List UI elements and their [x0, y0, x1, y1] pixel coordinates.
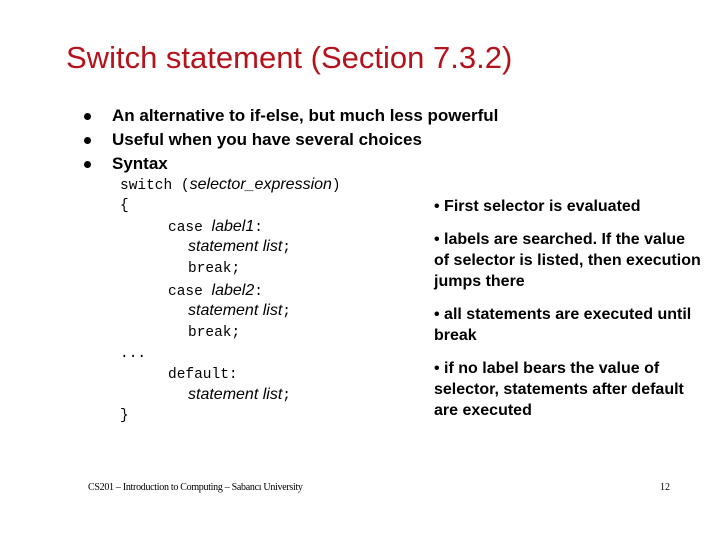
- code-line-ellipsis: [120, 346, 146, 362]
- code-ellipsis: ...: [120, 346, 147, 362]
- code-keyword: default:: [168, 367, 238, 383]
- note-item: • labels are searched. If the value of selector is listed, then execution jumps there: [434, 231, 701, 290]
- code-keyword: break;: [188, 325, 241, 341]
- bullet-dot-icon: [84, 113, 91, 120]
- slide-title: Switch statement (Section 7.3.2): [66, 40, 513, 75]
- code-line-stmt1: [188, 238, 291, 256]
- code-line-default: [168, 367, 238, 383]
- code-keyword: switch (: [120, 178, 190, 194]
- code-line-break2: [188, 325, 240, 341]
- code-colon: :: [254, 284, 263, 300]
- bullet-dot-icon: [84, 161, 91, 168]
- code-statement: statement list: [188, 302, 283, 319]
- code-keyword: case: [168, 220, 212, 236]
- code-statement: statement list: [188, 238, 283, 255]
- code-line-stmt2: [188, 302, 291, 320]
- code-colon: :: [254, 220, 263, 236]
- code-statement: statement list: [188, 386, 283, 403]
- code-semicolon: ;: [282, 304, 291, 320]
- code-keyword: case: [168, 284, 212, 300]
- bullet-text: An alternative to if-else, but much less powerful: [112, 106, 499, 125]
- code-line-open-brace: [120, 198, 129, 214]
- code-brace: {: [120, 198, 129, 214]
- code-line-case2: [168, 282, 263, 300]
- explanation-notes: [434, 196, 704, 433]
- bullet-text: Useful when you have several choices: [112, 130, 422, 149]
- code-paren: ): [331, 178, 341, 194]
- code-label: label2: [211, 282, 255, 299]
- page-number: 12: [660, 482, 670, 493]
- code-brace: }: [120, 408, 129, 424]
- code-semicolon: ;: [282, 240, 291, 256]
- bullet-dot-icon: [84, 137, 91, 144]
- slide-footer: CS201 – Introduction to Computing – Sabancı University: [88, 482, 303, 493]
- code-label: label1: [211, 218, 255, 235]
- note-item: • all statements are executed until break: [434, 306, 692, 344]
- note-item: • First selector is evaluated: [434, 198, 641, 215]
- code-keyword: break;: [188, 261, 241, 277]
- code-line-switch: [120, 176, 341, 194]
- code-line-case1: [168, 218, 263, 236]
- code-semicolon: ;: [282, 388, 291, 404]
- code-line-close-brace: [120, 408, 129, 424]
- code-line-break1: [188, 261, 240, 277]
- note-item: • if no label bears the value of selector, statements after default are executed: [434, 360, 684, 419]
- code-selector: selector_expression: [189, 176, 332, 193]
- bullet-text: Syntax: [112, 154, 168, 173]
- code-line-stmt3: [188, 386, 291, 404]
